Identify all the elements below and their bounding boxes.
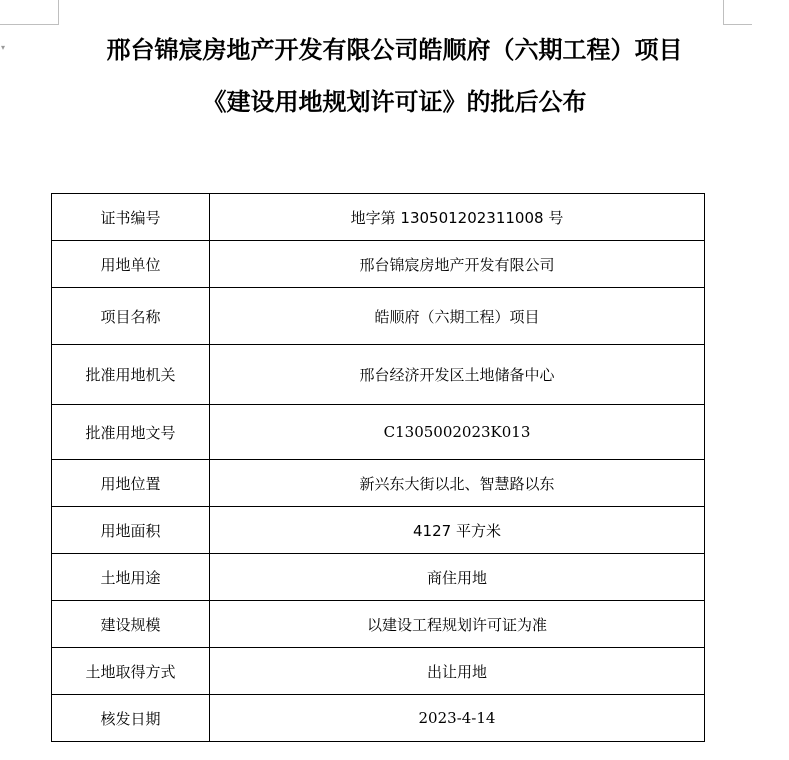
- table-cell-label: 用地面积: [52, 507, 210, 554]
- permit-info-table: [51, 193, 705, 742]
- table-row-approving-authority: [52, 345, 705, 405]
- table-row-land-user: [52, 241, 705, 288]
- table-cell-value: C1305002023K013: [210, 405, 705, 460]
- table-cell-value: 4127 平方米: [210, 507, 705, 554]
- table-cell-value: 2023-4-14: [210, 695, 705, 742]
- table-cell-label: 批准用地文号: [52, 405, 210, 460]
- collapse-caret-icon[interactable]: ▾: [1, 43, 6, 52]
- table-cell-value: 以建设工程规划许可证为准: [210, 601, 705, 648]
- table-cell-value: 出让用地: [210, 648, 705, 695]
- table-row-land-location: [52, 460, 705, 507]
- document-title-line-2: 《建设用地规划许可证》的批后公布: [202, 87, 587, 116]
- document-title-line-1: 邢台锦宸房地产开发有限公司皓顺府（六期工程）项目: [106, 35, 683, 64]
- table-cell-value: 皓顺府（六期工程）项目: [210, 288, 705, 345]
- table-row-acquisition-method: [52, 648, 705, 695]
- table-row-land-area: [52, 507, 705, 554]
- table-row-land-use: [52, 554, 705, 601]
- table-cell-label: 土地取得方式: [52, 648, 210, 695]
- table-row-certificate-number: [52, 194, 705, 241]
- table-cell-value: 邢台经济开发区土地储备中心: [210, 345, 705, 405]
- page-corner-mark-top-left: [0, 0, 59, 25]
- table-row-project-name: [52, 288, 705, 345]
- table-cell-label: 证书编号: [52, 194, 210, 241]
- table-cell-value: 邢台锦宸房地产开发有限公司: [210, 241, 705, 288]
- table-cell-value: 新兴东大街以北、智慧路以东: [210, 460, 705, 507]
- table-cell-value: 地字第 130501202311008 号: [210, 194, 705, 241]
- table-row-construction-scale: [52, 601, 705, 648]
- page-corner-mark-top-right: [723, 0, 752, 25]
- table-cell-label: 用地位置: [52, 460, 210, 507]
- table-row-approval-document-number: [52, 405, 705, 460]
- table-row-issue-date: [52, 695, 705, 742]
- table-cell-label: 土地用途: [52, 554, 210, 601]
- table-cell-label: 建设规模: [52, 601, 210, 648]
- table-cell-label: 项目名称: [52, 288, 210, 345]
- table-cell-value: 商住用地: [210, 554, 705, 601]
- table-cell-label: 用地单位: [52, 241, 210, 288]
- table-cell-label: 批准用地机关: [52, 345, 210, 405]
- table-cell-label: 核发日期: [52, 695, 210, 742]
